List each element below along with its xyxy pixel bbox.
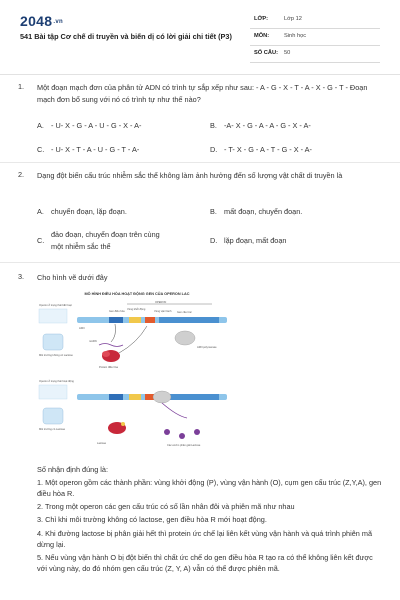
promoter-segment — [129, 317, 141, 323]
panel2-cell-box — [39, 385, 67, 399]
operon-diagram — [37, 298, 237, 454]
meta-row-subject — [250, 29, 380, 46]
question-divider — [0, 162, 400, 163]
question-1 — [18, 82, 382, 162]
promoter-segment-2 — [129, 394, 141, 400]
question-text: Cho hình vẽ dưới đây — [37, 273, 108, 282]
option-letter: C. — [37, 236, 45, 245]
option-text: - U- X - T - A - U - G - T - A- — [51, 145, 140, 154]
question-number: 3. — [18, 272, 25, 281]
repressor-highlight — [102, 351, 110, 357]
question-text: Một đoạn mạch đơn của phân tử ADN có trình tự sắp xếp như sau: - A - G - X - T - A - X - G - T - Đoạn mạch đơn bổ sung với nó có trình tự như thế nào? — [37, 83, 368, 104]
enzyme-z — [164, 429, 170, 435]
operator-segment — [145, 317, 155, 323]
mrna-label: mARN — [89, 340, 97, 343]
option-text-line-1: đảo đoạn, chuyển đoạn trên cùng — [51, 230, 160, 239]
lactose-label: Lactose — [97, 442, 107, 445]
cell-illustration-1 — [43, 334, 63, 350]
meta-value: Sinh học — [284, 33, 307, 39]
promoter-label: Vùng khởi động — [127, 308, 146, 311]
genes-label: Gen cấu trúc — [177, 311, 192, 314]
option-letter: C. — [37, 145, 45, 154]
meta-key: SỐ CÂU: — [254, 50, 279, 56]
meta-key: MÔN: — [254, 33, 270, 39]
structural-genes-segment — [159, 317, 219, 323]
operon-lac-figure — [37, 292, 237, 452]
figure-title: MÔ HÌNH ĐIỀU HÒA HOẠT ĐỘNG GEN CỦA OPERON LAC — [84, 292, 190, 296]
binding-arrow — [119, 326, 147, 353]
header — [0, 0, 400, 66]
rnapol-label: ARN polymerase — [197, 346, 217, 349]
regulator-gene-segment-2 — [109, 394, 123, 400]
statement-4: 4. Khi đường lactose bị phân giải hết thì protein ức chế lại liên kết vùng vận hành và quá trình phiên mã dừng lại. — [37, 529, 373, 549]
question-2 — [18, 170, 382, 260]
option-letter: B. — [210, 207, 217, 216]
transcription-arrow — [111, 324, 116, 342]
question-number: 2. — [18, 170, 25, 179]
enzyme-a — [194, 429, 200, 435]
option-letter: D. — [210, 145, 218, 154]
cell-illustration-2 — [43, 408, 63, 424]
option-text: chuyển đoạn, lặp đoạn. — [51, 207, 127, 216]
question-number: 1. — [18, 82, 25, 91]
option-text: - T- X - G - A - T - G - X - A- — [224, 145, 312, 154]
panel1-label: Operon ở trạng thái bất hoạt — [39, 304, 72, 307]
option-text-line-2: một nhiễm sắc thể — [51, 242, 111, 251]
option-text: mất đoạn, chuyển đoạn. — [224, 207, 303, 216]
statement-1: 1. Một operon gồm các thành phần: vùng khởi động (P), vùng vận hành (O), cụm gen cấu trúc (Z,Y,A), gen điều hòa R. — [37, 478, 382, 498]
adn-label: ADN — [79, 327, 85, 330]
option-text: - U- X - G - A - U - G - X - A- — [51, 121, 142, 130]
operator-label: Vùng vận hành — [154, 310, 172, 313]
meta-row-class — [250, 12, 380, 29]
regulator-gene-label: Gen điều hòa — [109, 310, 125, 313]
with-lactose-label: Môi trường có Lactose — [39, 428, 66, 431]
enzymes-label: Các enzim phân giải Lactose — [167, 444, 201, 447]
logo-suffix: .vn — [53, 19, 63, 26]
question-text: Dạng đột biến cấu trúc nhiễm sắc thể không làm ảnh hưởng đến số lượng vật chất di truyền là — [37, 171, 343, 180]
operon-label: OPERON — [155, 301, 167, 304]
option-text: lặp đoạn, mất đoạn — [224, 236, 287, 245]
option-text: -A- X - G - A - A - G - X - A- — [224, 121, 311, 130]
no-lactose-label: Môi trường không có Lactose — [39, 354, 73, 357]
rna-polymerase-2 — [153, 391, 171, 403]
lactose-bound — [121, 422, 125, 426]
meta-value: 50 — [284, 50, 291, 56]
statement-2: 2. Trong một operon các gen cấu trúc có số lần nhân đôi và phiên mã như nhau — [37, 502, 295, 511]
panel1-cell-box — [39, 309, 67, 323]
question-divider — [0, 262, 400, 263]
option-letter: D. — [210, 236, 218, 245]
repressor-label: Protein điều hòa — [99, 366, 118, 369]
option-letter: A. — [37, 121, 44, 130]
option-letter: B. — [210, 121, 217, 130]
statements-prompt: Số nhận định đúng là: — [37, 465, 109, 474]
meta-key: LỚP: — [254, 16, 269, 22]
statement-3: 3. Chỉ khi môi trường không có lactose, gen điều hòa R mới hoạt động. — [37, 515, 267, 524]
option-letter: A. — [37, 207, 44, 216]
logo-text: 2048 — [20, 13, 53, 29]
meta-table — [250, 12, 380, 63]
mrna-strand-2 — [162, 403, 187, 418]
mrna-strand — [99, 344, 123, 347]
statement-5: 5. Nếu vùng vận hành O bị đột biến thì chất ức chế do gen điều hòa R tạo ra có thể không liên kết được với vùng này, do đó nhóm gen cấu trúc (Z, Y, A) vẫn có thể được phiên mã. — [37, 553, 373, 573]
regulator-gene-segment — [109, 317, 123, 323]
enzyme-y — [179, 433, 185, 439]
rna-polymerase — [175, 331, 195, 345]
panel2-label: Operon ở trạng thái hoạt động — [39, 380, 74, 383]
question-3 — [18, 272, 382, 286]
meta-row-question-count — [250, 46, 380, 63]
document-title: 541 Bài tập Cơ chế di truyền và biến dị có lời giải chi tiết (P3) — [20, 32, 232, 41]
meta-value: Lớp 12 — [284, 16, 302, 22]
site-logo[interactable] — [20, 13, 63, 29]
header-divider — [0, 74, 400, 75]
